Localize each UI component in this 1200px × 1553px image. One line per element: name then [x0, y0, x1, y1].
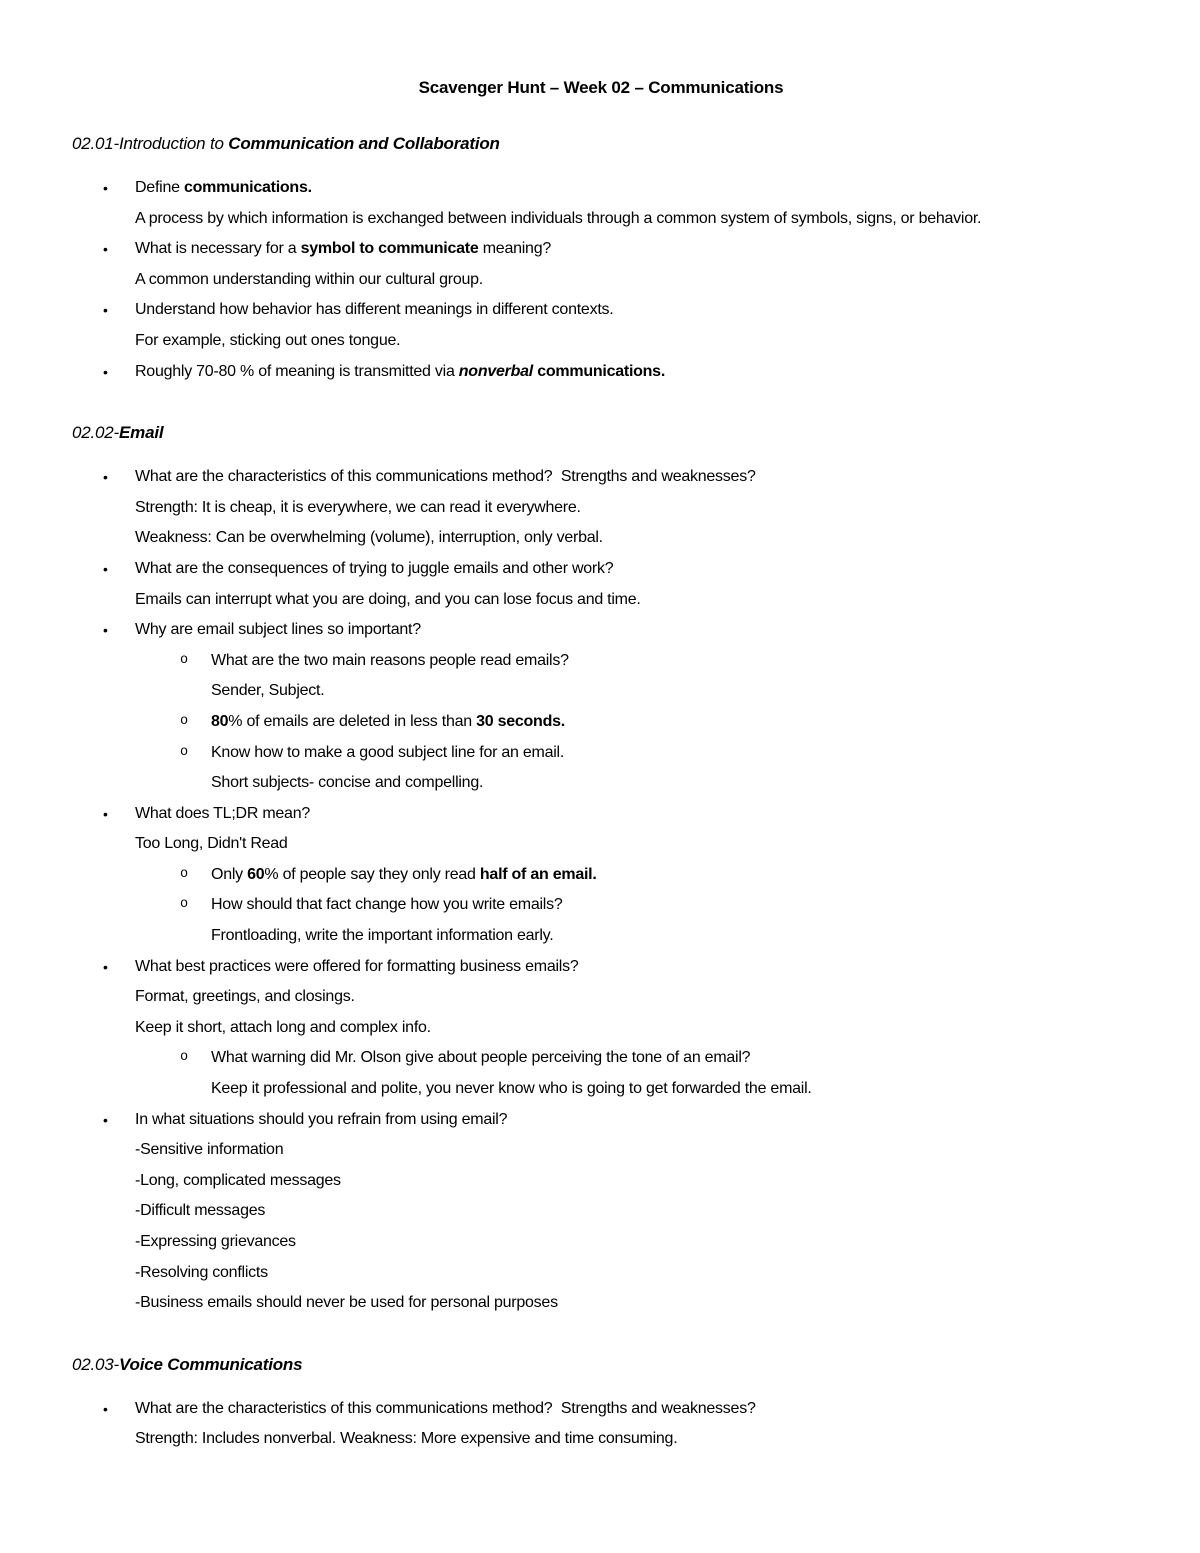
list-item — [135, 1166, 1130, 1197]
list-item — [135, 1258, 1130, 1289]
text-run: What are the consequences of trying to juggle emails and other work? — [135, 559, 614, 577]
list-item — [103, 462, 1130, 493]
text-run: How should that fact change how you write emails? — [211, 896, 563, 914]
list-item — [135, 1424, 1130, 1455]
list-item — [103, 357, 1130, 388]
list-item — [135, 1227, 1130, 1258]
list-item — [180, 890, 1130, 921]
text-run: 80 — [211, 712, 229, 730]
list-item — [135, 265, 1130, 296]
bullet-marker-icon: • — [103, 302, 108, 319]
text-run: Email — [119, 423, 164, 443]
list-item — [103, 234, 1130, 265]
text-run: Short subjects- concise and compelling. — [211, 774, 484, 792]
list-item — [103, 799, 1130, 830]
bullet-marker-icon: • — [103, 363, 108, 380]
text-run: Frontloading, write the important information early. — [211, 927, 554, 945]
text-run: What is necessary for a — [135, 240, 301, 258]
text-run: 30 seconds. — [476, 712, 565, 730]
document-sections — [72, 133, 1130, 1455]
text-run: -Long, complicated messages — [135, 1171, 341, 1189]
list-item — [180, 1043, 1130, 1074]
text-run: Roughly 70-80 % of meaning is transmitted via — [135, 362, 459, 380]
bullet-marker-icon: • — [103, 622, 108, 639]
text-run: What warning did Mr. Olson give about people perceiving the tone of an email? — [211, 1049, 751, 1067]
section-heading — [72, 1354, 1130, 1376]
circle-marker-icon: o — [180, 866, 188, 882]
text-run: -Expressing grievances — [135, 1233, 296, 1250]
text-run: nonverbal — [458, 362, 533, 380]
circle-marker-icon: o — [180, 744, 188, 760]
text-run: -Difficult messages — [135, 1202, 266, 1220]
bullet-marker-icon: • — [103, 805, 108, 822]
text-run: In what situations should you refrain from using email? — [135, 1110, 508, 1128]
text-run: For example, sticking out ones tongue. — [135, 331, 401, 349]
text-run: Too Long, Didn't Read — [135, 835, 288, 853]
bullet-marker-icon: • — [103, 1400, 108, 1417]
bullet-marker-icon: • — [103, 241, 108, 258]
text-run: symbol to communicate — [300, 240, 479, 258]
text-run: Why are email subject lines so important? — [135, 621, 421, 639]
text-run: meaning? — [478, 240, 551, 258]
list-item — [211, 768, 1130, 799]
text-run: 02.02- — [72, 423, 120, 443]
text-run: Know how to make a good subject line for an email. — [211, 743, 565, 761]
text-run: What are the two main reasons people read emails? — [211, 651, 569, 669]
list-item — [180, 646, 1130, 677]
bullet-marker-icon: • — [103, 560, 108, 577]
text-run: Only — [211, 865, 248, 883]
text-run: communications. — [533, 362, 666, 380]
list-item — [135, 1196, 1130, 1227]
text-run: What are the characteristics of this communications method? Strengths and weaknesses? — [135, 1399, 756, 1417]
list-item — [103, 952, 1130, 983]
section-items — [72, 173, 1130, 387]
list-item — [103, 554, 1130, 585]
list-item — [180, 738, 1130, 769]
list-item — [135, 204, 1130, 235]
text-run: What does TL;DR mean? — [135, 804, 310, 822]
bullet-marker-icon: • — [103, 1111, 108, 1128]
bullet-marker-icon: • — [103, 469, 108, 486]
text-run: % of people say they only read — [264, 865, 480, 883]
text-run: Sender, Subject. — [211, 682, 325, 700]
text-run: half of an email. — [479, 865, 597, 883]
section-items — [72, 1394, 1130, 1455]
bullet-marker-icon: • — [103, 958, 108, 975]
text-run: Define — [135, 179, 184, 196]
section-heading — [72, 133, 1130, 155]
doc-section — [72, 1354, 1130, 1455]
list-item — [180, 707, 1130, 738]
text-run: Voice Communications — [119, 1354, 303, 1374]
list-item — [135, 1288, 1130, 1319]
doc-section — [72, 422, 1130, 1319]
list-item — [211, 921, 1130, 952]
text-run: -Business emails should never be used for personal purposes — [135, 1294, 558, 1312]
doc-title: Scavenger Hunt – Week 02 – Communications — [418, 78, 784, 97]
text-run: Strength: Includes nonverbal. Weakness: More expensive and time consuming. — [135, 1430, 678, 1448]
list-item — [103, 173, 1130, 204]
text-run: 02.01-Introduction to — [72, 134, 229, 153]
list-item — [103, 1105, 1130, 1136]
list-item — [103, 1394, 1130, 1425]
text-run: Strength: It is cheap, it is everywhere, we can read it everywhere. — [135, 498, 581, 516]
list-item — [103, 295, 1130, 326]
text-run: Format, greetings, and closings. — [135, 988, 355, 1006]
list-item — [135, 523, 1130, 554]
bullet-marker-icon: • — [103, 180, 108, 196]
text-run: -Resolving conflicts — [135, 1263, 268, 1281]
list-item — [135, 829, 1130, 860]
list-item — [180, 860, 1130, 891]
section-heading — [72, 422, 1130, 444]
text-run: A common understanding within our cultural group. — [135, 270, 483, 288]
list-item — [135, 493, 1130, 524]
list-item — [211, 676, 1130, 707]
text-run: A process by which information is exchanged between individuals through a common system of symbols, signs, or behavior. — [135, 209, 982, 227]
text-run: 60 — [247, 865, 265, 883]
text-run: Understand how behavior has different meanings in different contexts. — [135, 301, 614, 319]
circle-marker-icon: o — [180, 652, 188, 668]
list-item — [135, 1013, 1130, 1044]
list-item — [135, 1135, 1130, 1166]
list-item — [103, 615, 1130, 646]
doc-section — [72, 133, 1130, 387]
list-item — [135, 326, 1130, 357]
text-run: communications. — [183, 179, 312, 196]
text-run: Weakness: Can be overwhelming (volume), interruption, only verbal. — [135, 529, 603, 547]
text-run: % of emails are deleted in less than — [228, 712, 477, 730]
circle-marker-icon: o — [180, 1050, 188, 1066]
circle-marker-icon: o — [180, 897, 188, 913]
text-run: Keep it professional and polite, you never know who is going to get forwarded the email. — [211, 1080, 812, 1098]
text-run: What best practices were offered for formatting business emails? — [135, 957, 579, 975]
text-run: -Sensitive information — [135, 1141, 284, 1159]
text-run: What are the characteristics of this communications method? Strengths and weaknesses? — [135, 468, 756, 486]
list-item — [211, 1074, 1130, 1105]
text-run: 02.03- — [72, 1354, 120, 1374]
text-run: Emails can interrupt what you are doing, and you can lose focus and time. — [135, 590, 641, 608]
section-items — [72, 462, 1130, 1319]
text-run: Keep it short, attach long and complex info. — [135, 1018, 431, 1036]
list-item — [135, 585, 1130, 616]
circle-marker-icon: o — [180, 713, 188, 729]
list-item — [135, 982, 1130, 1013]
text-run: Communication and Collaboration — [228, 134, 500, 153]
